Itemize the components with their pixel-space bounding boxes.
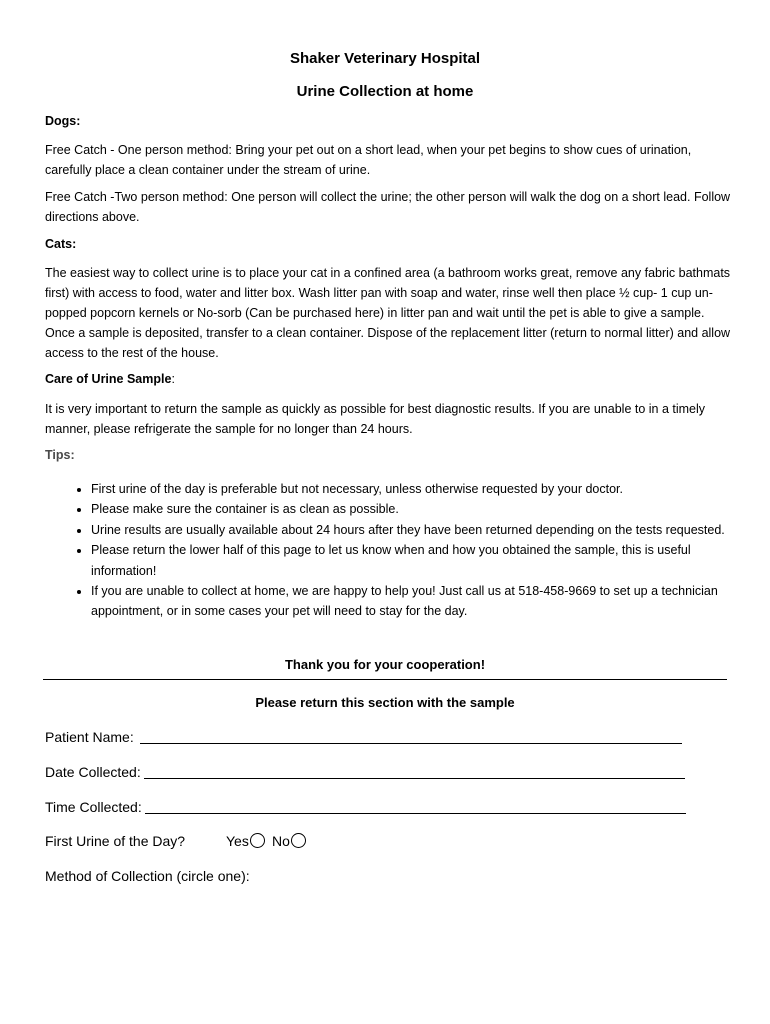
return-section-heading: Please return this section with the sample xyxy=(255,695,515,710)
yes-option[interactable] xyxy=(226,831,265,851)
no-radio-circle[interactable] xyxy=(291,833,306,848)
tip-item: • Please return the lower half of this page to let us know when and how you obtained the sample, this is useful information! xyxy=(91,540,751,581)
yes-label: Yes xyxy=(226,833,249,849)
date-collected-line[interactable] xyxy=(144,778,685,779)
cats-heading: Cats: xyxy=(45,237,77,251)
cats-paragraph: The easiest way to collect urine is to place your cat in a confined area (a bathroom works great, remove any fabric bathmats first) with access to food, water and litter box. Wash litter pan with soap and water, rinse well then place ½ cup- 1 cup un-popped popcorn kernels or No-sorb (Can be purchased here) in litter pan and wait until the pet is able to give a sample. Once a sample is deposited, transfer to a clean container. Dispose of the replacement litter (return to normal litter) and allow access to the rest of the house. xyxy=(45,266,731,360)
care-paragraph: It is very important to return the sample as quickly as possible for best diagnostic results. If you are unable to in a timely manner, please refrigerate the sample for no longer than 24 hours. xyxy=(45,402,706,436)
tip-item: • First urine of the day is preferable but not necessary, unless otherwise requested by your doctor. xyxy=(91,479,751,499)
tip-item: • Urine results are usually available about 24 hours after they have been returned depending on the tests requested. xyxy=(91,520,751,540)
tip-item: • Please make sure the container is as clean as possible. xyxy=(91,499,751,519)
document-subtitle: Urine Collection at home xyxy=(296,83,474,100)
method-of-collection-label: Method of Collection (circle one): xyxy=(45,868,250,884)
no-option[interactable] xyxy=(272,831,306,851)
time-collected-line[interactable] xyxy=(145,813,686,814)
tips-list xyxy=(45,479,751,622)
first-urine-label: First Urine of the Day? xyxy=(45,833,186,849)
no-label: No xyxy=(272,833,290,849)
yes-radio-circle[interactable] xyxy=(250,833,265,848)
patient-name-label: Patient Name: xyxy=(45,729,134,745)
patient-name-line[interactable] xyxy=(140,743,682,744)
hospital-title: Shaker Veterinary Hospital xyxy=(289,50,481,67)
date-collected-label: Date Collected: xyxy=(45,764,141,780)
time-collected-label: Time Collected: xyxy=(45,799,142,815)
thank-you-text: Thank you for your cooperation! xyxy=(284,657,486,672)
dogs-heading: Dogs: xyxy=(45,114,81,128)
tips-heading: Tips: xyxy=(45,448,75,462)
care-heading: Care of Urine Sample: xyxy=(45,372,175,386)
dogs-one-person-paragraph: Free Catch - One person method: Bring your pet out on a short lead, when your pet begins to show cues of urination, carefully place a clean container under the stream of urine. xyxy=(45,143,692,177)
dogs-two-person-paragraph: Free Catch -Two person method: One person will collect the urine; the other person will walk the dog on a short lead. Follow directions above. xyxy=(45,190,731,224)
tip-item: • If you are unable to collect at home, we are happy to help you! Just call us at 518-458-9669 to set up a technician appointment, or in some cases your pet will need to stay for the day. xyxy=(91,581,751,622)
tear-off-divider xyxy=(43,679,727,680)
